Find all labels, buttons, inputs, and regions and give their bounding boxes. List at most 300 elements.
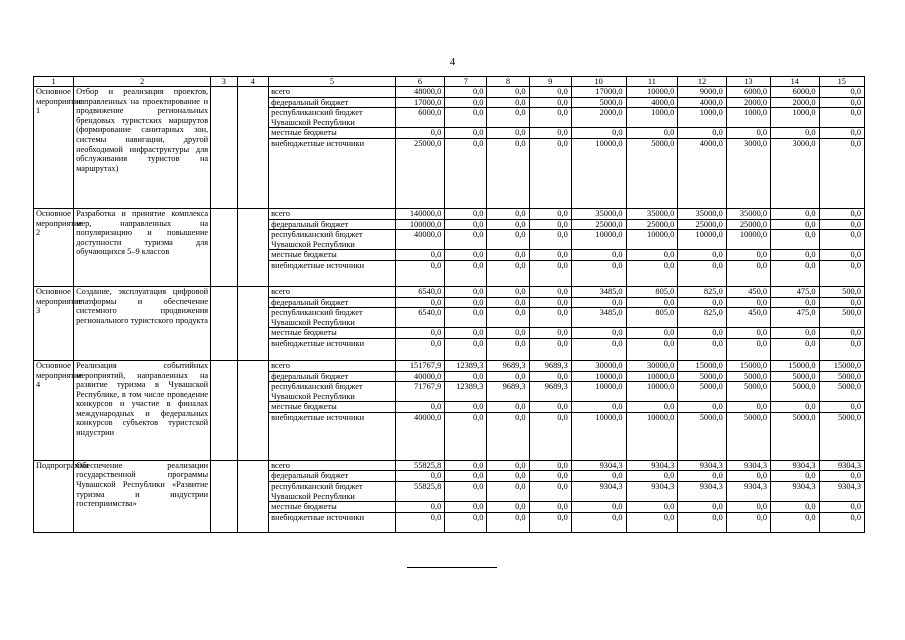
amount-cell: 0,0 xyxy=(445,460,487,471)
responsible-cell xyxy=(211,460,237,532)
amount-cell: 0,0 xyxy=(445,219,487,230)
amount-cell: 1000,0 xyxy=(771,108,820,128)
amount-cell: 9304,3 xyxy=(771,482,820,502)
amount-cell: 0,0 xyxy=(726,512,770,532)
amount-cell: 40000,0 xyxy=(395,371,445,382)
header-cell: 2 xyxy=(74,77,211,87)
amount-cell: 0,0 xyxy=(571,402,626,413)
amount-cell: 0,0 xyxy=(726,471,770,482)
amount-cell: 10000,0 xyxy=(626,87,678,98)
funding-source-cell: местные бюджеты xyxy=(269,402,396,413)
amount-cell: 0,0 xyxy=(626,402,678,413)
amount-cell: 0,0 xyxy=(529,260,571,286)
amount-cell: 0,0 xyxy=(819,260,864,286)
amount-cell: 0,0 xyxy=(395,502,445,513)
amount-cell: 0,0 xyxy=(771,219,820,230)
amount-cell: 5000,0 xyxy=(678,382,727,402)
amount-cell: 0,0 xyxy=(571,502,626,513)
amount-cell: 25000,0 xyxy=(678,219,727,230)
amount-cell: 0,0 xyxy=(571,260,626,286)
amount-cell: 6000,0 xyxy=(395,108,445,128)
amount-cell: 0,0 xyxy=(771,502,820,513)
amount-cell: 30000,0 xyxy=(571,360,626,371)
amount-cell: 9304,3 xyxy=(726,460,770,471)
amount-cell: 0,0 xyxy=(626,128,678,139)
amount-cell: 0,0 xyxy=(678,338,727,360)
amount-cell: 55825,8 xyxy=(395,482,445,502)
amount-cell: 0,0 xyxy=(726,502,770,513)
amount-cell: 0,0 xyxy=(819,338,864,360)
funding-source-cell: местные бюджеты xyxy=(269,328,396,339)
amount-cell: 0,0 xyxy=(395,128,445,139)
amount-cell: 9304,3 xyxy=(678,482,727,502)
amount-cell: 9689,3 xyxy=(487,382,529,402)
amount-cell: 0,0 xyxy=(626,328,678,339)
responsible-cell xyxy=(211,286,237,360)
amount-cell: 0,0 xyxy=(819,87,864,98)
header-cell: 6 xyxy=(395,77,445,87)
amount-cell: 0,0 xyxy=(487,460,529,471)
funding-source-cell: внебюджетные источники xyxy=(269,260,396,286)
amount-cell: 0,0 xyxy=(529,471,571,482)
amount-cell: 6000,0 xyxy=(726,87,770,98)
amount-cell: 0,0 xyxy=(529,460,571,471)
amount-cell: 0,0 xyxy=(445,308,487,328)
amount-cell: 0,0 xyxy=(445,108,487,128)
amount-cell: 0,0 xyxy=(771,402,820,413)
amount-cell: 0,0 xyxy=(529,138,571,208)
amount-cell: 0,0 xyxy=(771,338,820,360)
amount-cell: 0,0 xyxy=(395,512,445,532)
header-cell: 15 xyxy=(819,77,864,87)
amount-cell: 500,0 xyxy=(819,286,864,297)
amount-cell: 500,0 xyxy=(819,308,864,328)
amount-cell: 10000,0 xyxy=(678,230,727,250)
header-cell: 10 xyxy=(571,77,626,87)
amount-cell: 5000,0 xyxy=(819,382,864,402)
funding-source-cell: местные бюджеты xyxy=(269,250,396,261)
amount-cell: 0,0 xyxy=(726,402,770,413)
amount-cell: 0,0 xyxy=(678,128,727,139)
amount-cell: 0,0 xyxy=(445,471,487,482)
amount-cell: 3485,0 xyxy=(571,308,626,328)
amount-cell: 5000,0 xyxy=(819,412,864,460)
amount-cell: 25000,0 xyxy=(571,219,626,230)
table-row xyxy=(34,360,865,371)
amount-cell: 15000,0 xyxy=(678,360,727,371)
amount-cell: 0,0 xyxy=(571,128,626,139)
status-cell: Основное мероприятие 3 xyxy=(34,286,74,360)
amount-cell: 0,0 xyxy=(571,328,626,339)
amount-cell: 0,0 xyxy=(819,471,864,482)
amount-cell: 0,0 xyxy=(529,308,571,328)
amount-cell: 0,0 xyxy=(529,482,571,502)
amount-cell: 0,0 xyxy=(529,230,571,250)
amount-cell: 0,0 xyxy=(771,250,820,261)
amount-cell: 0,0 xyxy=(529,328,571,339)
amount-cell: 4000,0 xyxy=(626,97,678,108)
amount-cell: 0,0 xyxy=(487,97,529,108)
financing-table xyxy=(33,76,865,533)
amount-cell: 9304,3 xyxy=(726,482,770,502)
responsible-cell xyxy=(211,87,237,209)
amount-cell: 0,0 xyxy=(819,512,864,532)
header-cell: 4 xyxy=(237,77,269,87)
amount-cell: 5000,0 xyxy=(819,371,864,382)
funding-source-cell: республиканский бюджет Чувашской Республики xyxy=(269,308,396,328)
amount-cell: 10000,0 xyxy=(571,382,626,402)
amount-cell: 0,0 xyxy=(487,260,529,286)
amount-cell: 0,0 xyxy=(626,338,678,360)
amount-cell: 0,0 xyxy=(445,87,487,98)
amount-cell: 0,0 xyxy=(487,219,529,230)
amount-cell: 475,0 xyxy=(771,308,820,328)
amount-cell: 0,0 xyxy=(771,471,820,482)
funding-source-cell: всего xyxy=(269,87,396,98)
funding-source-cell: всего xyxy=(269,208,396,219)
funding-source-cell: всего xyxy=(269,360,396,371)
amount-cell: 9304,3 xyxy=(571,482,626,502)
amount-cell: 9304,3 xyxy=(819,482,864,502)
target-indicator-cell xyxy=(237,208,269,286)
amount-cell: 9304,3 xyxy=(626,482,678,502)
amount-cell: 0,0 xyxy=(771,230,820,250)
header-cell: 8 xyxy=(487,77,529,87)
amount-cell: 0,0 xyxy=(445,97,487,108)
amount-cell: 0,0 xyxy=(445,502,487,513)
amount-cell: 10000,0 xyxy=(571,412,626,460)
amount-cell: 0,0 xyxy=(571,338,626,360)
funding-source-cell: местные бюджеты xyxy=(269,128,396,139)
amount-cell: 0,0 xyxy=(487,328,529,339)
funding-source-cell: федеральный бюджет xyxy=(269,97,396,108)
amount-cell: 0,0 xyxy=(487,371,529,382)
amount-cell: 12389,3 xyxy=(445,382,487,402)
amount-cell: 5000,0 xyxy=(726,371,770,382)
amount-cell: 0,0 xyxy=(487,512,529,532)
amount-cell: 35000,0 xyxy=(626,208,678,219)
header-cell: 14 xyxy=(771,77,820,87)
amount-cell: 71767,9 xyxy=(395,382,445,402)
amount-cell: 825,0 xyxy=(678,308,727,328)
amount-cell: 10000,0 xyxy=(726,230,770,250)
amount-cell: 0,0 xyxy=(487,108,529,128)
amount-cell: 0,0 xyxy=(771,260,820,286)
amount-cell: 3000,0 xyxy=(771,138,820,208)
amount-cell: 0,0 xyxy=(571,297,626,308)
amount-cell: 0,0 xyxy=(395,328,445,339)
amount-cell: 4000,0 xyxy=(678,97,727,108)
header-cell: 9 xyxy=(529,77,571,87)
amount-cell: 40000,0 xyxy=(395,412,445,460)
amount-cell: 0,0 xyxy=(626,260,678,286)
amount-cell: 0,0 xyxy=(395,250,445,261)
amount-cell: 5000,0 xyxy=(771,382,820,402)
amount-cell: 0,0 xyxy=(529,208,571,219)
amount-cell: 0,0 xyxy=(487,250,529,261)
funding-source-cell: федеральный бюджет xyxy=(269,371,396,382)
amount-cell: 5000,0 xyxy=(726,382,770,402)
amount-cell: 0,0 xyxy=(678,260,727,286)
amount-cell: 9304,3 xyxy=(819,460,864,471)
amount-cell: 10000,0 xyxy=(571,230,626,250)
header-row xyxy=(34,77,865,87)
header-cell: 5 xyxy=(269,77,396,87)
funding-source-cell: федеральный бюджет xyxy=(269,297,396,308)
amount-cell: 5000,0 xyxy=(726,412,770,460)
amount-cell: 0,0 xyxy=(819,250,864,261)
amount-cell: 0,0 xyxy=(395,338,445,360)
header-cell: 11 xyxy=(626,77,678,87)
amount-cell: 0,0 xyxy=(819,328,864,339)
measure-name-cell: Отбор и реализация проектов, направленных на проектирование и продвижение региональных брендовых туристских маршрутов (формирование санитарных зон, системы навигации, другой необходимой инфраструктуры для обслуживания туристов на маршрутах) xyxy=(74,87,211,209)
amount-cell: 0,0 xyxy=(529,286,571,297)
status-cell: Основное мероприятие 4 xyxy=(34,360,74,460)
amount-cell: 0,0 xyxy=(726,250,770,261)
amount-cell: 0,0 xyxy=(445,328,487,339)
amount-cell: 0,0 xyxy=(678,512,727,532)
amount-cell: 5000,0 xyxy=(771,412,820,460)
amount-cell: 0,0 xyxy=(529,502,571,513)
header-cell: 3 xyxy=(211,77,237,87)
amount-cell: 0,0 xyxy=(819,219,864,230)
amount-cell: 0,0 xyxy=(445,371,487,382)
header-cell: 12 xyxy=(678,77,727,87)
funding-source-cell: всего xyxy=(269,460,396,471)
amount-cell: 6540,0 xyxy=(395,308,445,328)
amount-cell: 0,0 xyxy=(487,297,529,308)
amount-cell: 10000,0 xyxy=(626,412,678,460)
amount-cell: 0,0 xyxy=(726,338,770,360)
amount-cell: 35000,0 xyxy=(726,208,770,219)
amount-cell: 6000,0 xyxy=(771,87,820,98)
amount-cell: 0,0 xyxy=(445,512,487,532)
amount-cell: 10000,0 xyxy=(571,371,626,382)
amount-cell: 17000,0 xyxy=(395,97,445,108)
amount-cell: 0,0 xyxy=(529,250,571,261)
amount-cell: 0,0 xyxy=(529,97,571,108)
amount-cell: 1000,0 xyxy=(626,108,678,128)
funding-source-cell: республиканский бюджет Чувашской Республики xyxy=(269,108,396,128)
amount-cell: 9304,3 xyxy=(571,460,626,471)
target-indicator-cell xyxy=(237,286,269,360)
amount-cell: 48000,0 xyxy=(395,87,445,98)
amount-cell: 10000,0 xyxy=(571,138,626,208)
target-indicator-cell xyxy=(237,87,269,209)
amount-cell: 15000,0 xyxy=(819,360,864,371)
amount-cell: 0,0 xyxy=(771,328,820,339)
amount-cell: 0,0 xyxy=(445,482,487,502)
amount-cell: 450,0 xyxy=(726,286,770,297)
amount-cell: 3485,0 xyxy=(571,286,626,297)
amount-cell: 9689,3 xyxy=(487,360,529,371)
amount-cell: 5000,0 xyxy=(678,371,727,382)
amount-cell: 0,0 xyxy=(571,471,626,482)
amount-cell: 450,0 xyxy=(726,308,770,328)
responsible-cell xyxy=(211,208,237,286)
measure-name-cell: Создание, эксплуатация цифровой платформы и обеспечение системного продвижения регионального туристского продукта xyxy=(74,286,211,360)
amount-cell: 0,0 xyxy=(726,260,770,286)
amount-cell: 2000,0 xyxy=(726,97,770,108)
amount-cell: 2000,0 xyxy=(771,97,820,108)
amount-cell: 0,0 xyxy=(678,250,727,261)
amount-cell: 0,0 xyxy=(445,402,487,413)
amount-cell: 9304,3 xyxy=(771,460,820,471)
amount-cell: 0,0 xyxy=(395,471,445,482)
funding-source-cell: республиканский бюджет Чувашской Республики xyxy=(269,482,396,502)
amount-cell: 475,0 xyxy=(771,286,820,297)
measure-name-cell: Разработка и принятие комплекса мер, направленных на популяризацию и повышение доступности туризма для обучающихся 5–9 классов xyxy=(74,208,211,286)
amount-cell: 0,0 xyxy=(487,286,529,297)
funding-source-cell: внебюджетные источники xyxy=(269,412,396,460)
status-cell: Подпрограмма xyxy=(34,460,74,532)
amount-cell: 25000,0 xyxy=(395,138,445,208)
amount-cell: 0,0 xyxy=(529,412,571,460)
amount-cell: 9689,3 xyxy=(529,382,571,402)
amount-cell: 0,0 xyxy=(487,471,529,482)
amount-cell: 12389,3 xyxy=(445,360,487,371)
amount-cell: 0,0 xyxy=(571,512,626,532)
target-indicator-cell xyxy=(237,360,269,460)
amount-cell: 0,0 xyxy=(771,297,820,308)
amount-cell: 0,0 xyxy=(445,230,487,250)
amount-cell: 0,0 xyxy=(678,471,727,482)
amount-cell: 0,0 xyxy=(529,371,571,382)
amount-cell: 805,0 xyxy=(626,308,678,328)
amount-cell: 0,0 xyxy=(678,328,727,339)
amount-cell: 0,0 xyxy=(487,87,529,98)
amount-cell: 0,0 xyxy=(395,297,445,308)
amount-cell: 0,0 xyxy=(395,260,445,286)
amount-cell: 9304,3 xyxy=(678,460,727,471)
amount-cell: 55825,8 xyxy=(395,460,445,471)
table-row xyxy=(34,87,865,98)
amount-cell: 0,0 xyxy=(487,482,529,502)
amount-cell: 0,0 xyxy=(529,108,571,128)
amount-cell: 0,0 xyxy=(487,128,529,139)
funding-source-cell: федеральный бюджет xyxy=(269,471,396,482)
amount-cell: 30000,0 xyxy=(626,360,678,371)
amount-cell: 6540,0 xyxy=(395,286,445,297)
amount-cell: 0,0 xyxy=(487,338,529,360)
amount-cell: 10000,0 xyxy=(626,382,678,402)
funding-source-cell: федеральный бюджет xyxy=(269,219,396,230)
amount-cell: 0,0 xyxy=(487,230,529,250)
amount-cell: 40000,0 xyxy=(395,230,445,250)
amount-cell: 0,0 xyxy=(571,250,626,261)
amount-cell: 0,0 xyxy=(395,402,445,413)
amount-cell: 0,0 xyxy=(726,297,770,308)
status-cell: Основное мероприятие 2 xyxy=(34,208,74,286)
measure-name-cell: Реализация событийных мероприятий, направленных на развитие туризма в Чувашской Республике, в том числе проведение конкурсов и участие в финалах международных и федеральных конкурсов субъектов туристской индустрии xyxy=(74,360,211,460)
status-cell: Основное мероприятие 1 xyxy=(34,87,74,209)
amount-cell: 0,0 xyxy=(626,471,678,482)
amount-cell: 0,0 xyxy=(771,208,820,219)
amount-cell: 100000,0 xyxy=(395,219,445,230)
funding-source-cell: внебюджетные источники xyxy=(269,338,396,360)
amount-cell: 805,0 xyxy=(626,286,678,297)
amount-cell: 825,0 xyxy=(678,286,727,297)
amount-cell: 0,0 xyxy=(819,138,864,208)
amount-cell: 0,0 xyxy=(626,512,678,532)
amount-cell: 0,0 xyxy=(726,328,770,339)
amount-cell: 0,0 xyxy=(445,412,487,460)
amount-cell: 0,0 xyxy=(771,128,820,139)
amount-cell: 0,0 xyxy=(529,402,571,413)
amount-cell: 0,0 xyxy=(678,502,727,513)
amount-cell: 0,0 xyxy=(819,108,864,128)
amount-cell: 0,0 xyxy=(487,308,529,328)
funding-source-cell: внебюджетные источники xyxy=(269,512,396,532)
amount-cell: 0,0 xyxy=(819,128,864,139)
header-cell: 7 xyxy=(445,77,487,87)
table-row xyxy=(34,286,865,297)
funding-source-cell: местные бюджеты xyxy=(269,502,396,513)
amount-cell: 0,0 xyxy=(445,128,487,139)
funding-source-cell: внебюджетные источники xyxy=(269,138,396,208)
amount-cell: 0,0 xyxy=(626,502,678,513)
amount-cell: 0,0 xyxy=(626,250,678,261)
amount-cell: 0,0 xyxy=(487,208,529,219)
amount-cell: 0,0 xyxy=(445,250,487,261)
amount-cell: 9000,0 xyxy=(678,87,727,98)
funding-source-cell: республиканский бюджет Чувашской Республики xyxy=(269,382,396,402)
amount-cell: 25000,0 xyxy=(726,219,770,230)
amount-cell: 0,0 xyxy=(529,338,571,360)
measure-name-cell: Обеспечение реализации государственной программы Чувашской Республики «Развитие туризма и индустрии гостеприимства» xyxy=(74,460,211,532)
footer-rule xyxy=(407,567,497,568)
amount-cell: 9689,3 xyxy=(529,360,571,371)
amount-cell: 0,0 xyxy=(819,230,864,250)
amount-cell: 0,0 xyxy=(819,97,864,108)
amount-cell: 25000,0 xyxy=(626,219,678,230)
table-row xyxy=(34,460,865,471)
header-cell: 1 xyxy=(34,77,74,87)
funding-source-cell: республиканский бюджет Чувашской Республики xyxy=(269,230,396,250)
amount-cell: 15000,0 xyxy=(726,360,770,371)
amount-cell: 0,0 xyxy=(819,502,864,513)
amount-cell: 0,0 xyxy=(445,338,487,360)
amount-cell: 0,0 xyxy=(819,208,864,219)
amount-cell: 0,0 xyxy=(626,297,678,308)
amount-cell: 0,0 xyxy=(529,128,571,139)
amount-cell: 151767,9 xyxy=(395,360,445,371)
amount-cell: 0,0 xyxy=(445,208,487,219)
amount-cell: 5000,0 xyxy=(571,97,626,108)
amount-cell: 0,0 xyxy=(819,297,864,308)
amount-cell: 35000,0 xyxy=(678,208,727,219)
funding-source-cell: всего xyxy=(269,286,396,297)
amount-cell: 0,0 xyxy=(529,297,571,308)
amount-cell: 0,0 xyxy=(529,512,571,532)
page-number: 4 xyxy=(449,56,456,68)
amount-cell: 0,0 xyxy=(445,260,487,286)
amount-cell: 5000,0 xyxy=(771,371,820,382)
amount-cell: 0,0 xyxy=(819,402,864,413)
amount-cell: 5000,0 xyxy=(626,138,678,208)
amount-cell: 0,0 xyxy=(678,297,727,308)
amount-cell: 10000,0 xyxy=(626,230,678,250)
amount-cell: 0,0 xyxy=(445,138,487,208)
amount-cell: 0,0 xyxy=(445,297,487,308)
table-row xyxy=(34,208,865,219)
amount-cell: 0,0 xyxy=(726,128,770,139)
header-cell: 13 xyxy=(726,77,770,87)
amount-cell: 17000,0 xyxy=(571,87,626,98)
amount-cell: 140000,0 xyxy=(395,208,445,219)
amount-cell: 0,0 xyxy=(678,402,727,413)
amount-cell: 1000,0 xyxy=(726,108,770,128)
